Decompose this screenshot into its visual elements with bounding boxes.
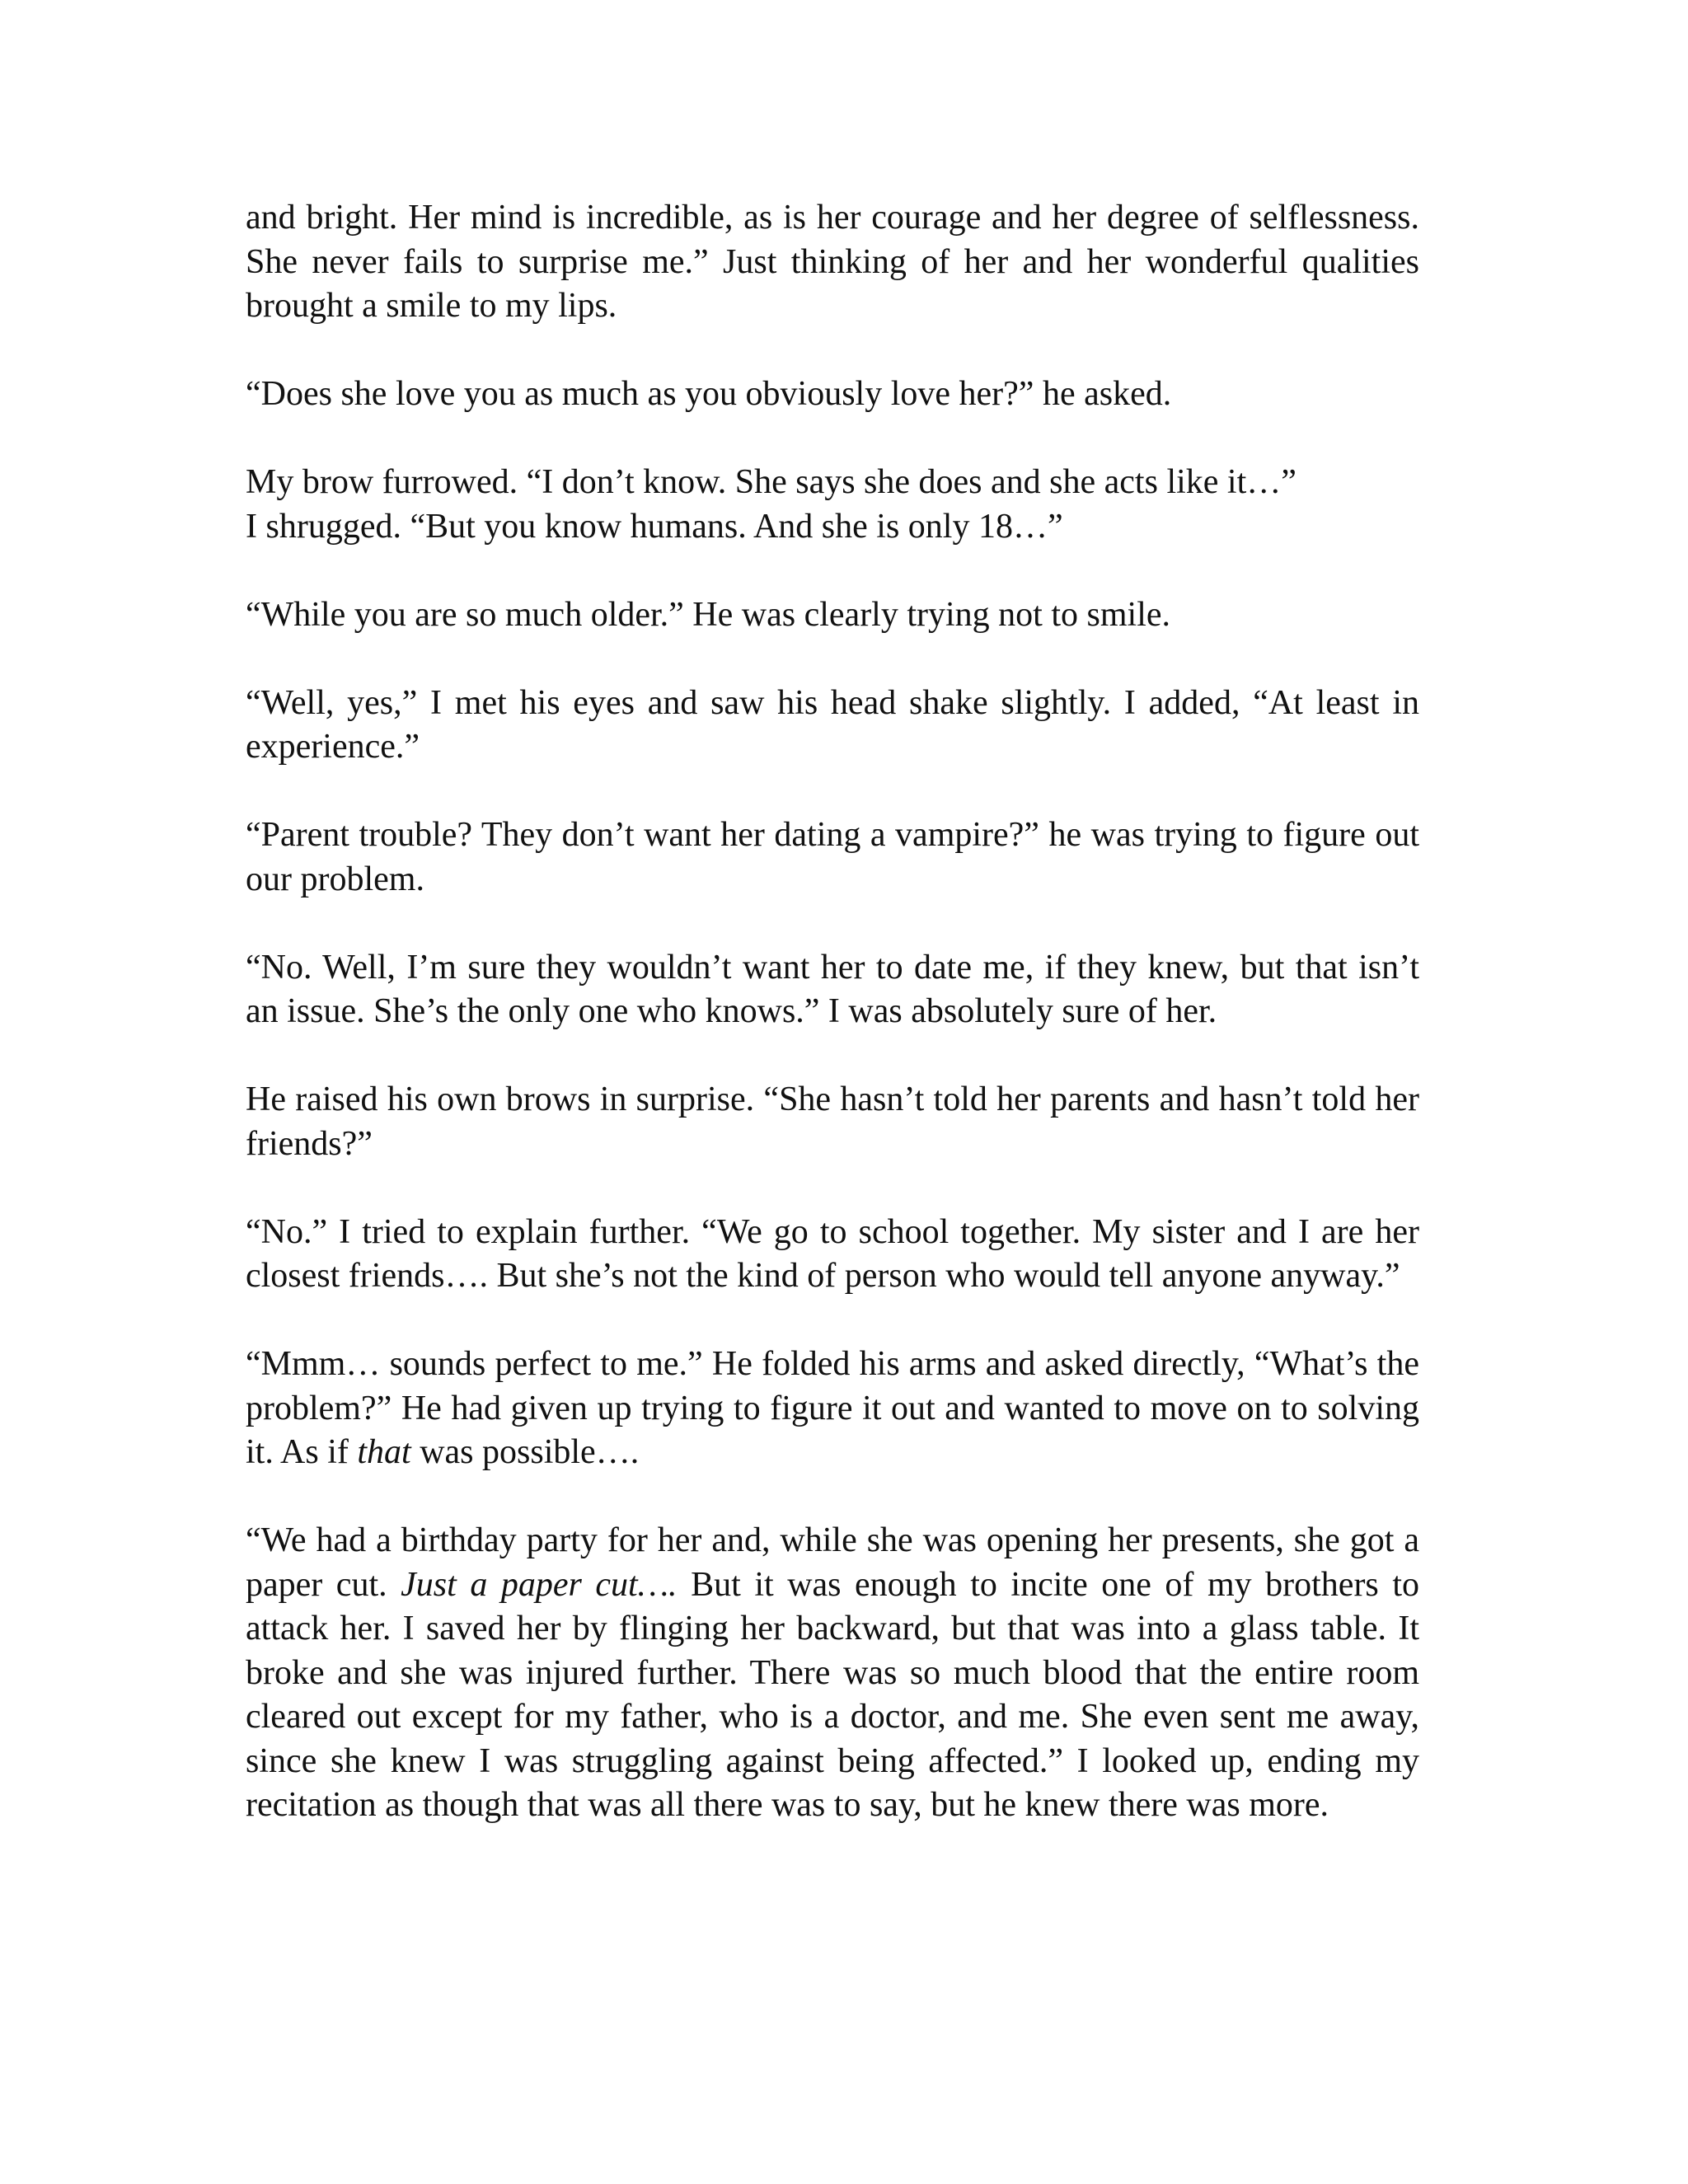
paragraph-6	[246, 813, 1419, 902]
paragraph-10	[246, 1343, 1419, 1475]
paragraph-text: and bright. Her mind is incredible, as is her courage and her degree of selflessness. She never fails to surprise me.” Just thinking of her and her wonderful qualities brought a smile to my lips.	[246, 199, 1419, 325]
italic-emphasis: that	[357, 1433, 411, 1471]
paragraph-3	[246, 461, 1419, 549]
paragraph-text: was possible….	[410, 1433, 640, 1471]
paragraph-text: He raised his own brows in surprise. “She hasn’t told her parents and hasn’t told her friends?”	[246, 1080, 1419, 1163]
paragraph-text: “Does she love you as much as you obviously love her?” he asked.	[246, 375, 1172, 413]
paragraph-8	[246, 1078, 1419, 1166]
paragraph-1	[246, 196, 1419, 329]
paragraph-5	[246, 682, 1419, 770]
italic-emphasis: Just a paper cut….	[401, 1565, 678, 1604]
paragraph-text: “While you are so much older.” He was clearly trying not to smile.	[246, 595, 1171, 634]
paragraph-text: “No.” I tried to explain further. “We go to school together. My sister and I are her closest friends…. But she’s not the kind of person who would tell anyone anyway.”	[246, 1212, 1419, 1295]
paragraph-text: “We had a birthday party for her and, while she was opening her presents, she got a paper cut.	[246, 1521, 1419, 1604]
paragraph-7	[246, 946, 1419, 1034]
paragraph-text: “Well, yes,” I met his eyes and saw his head shake slightly. I added, “At least in experience.”	[246, 683, 1419, 766]
paragraph-text: “No. Well, I’m sure they wouldn’t want her to date me, if they knew, but that isn’t an issue. She’s the only one who knows.” I was absolutely sure of her.	[246, 948, 1419, 1030]
paragraph-4	[246, 593, 1419, 638]
body-text	[246, 196, 1419, 1828]
paragraph-2	[246, 373, 1419, 417]
paragraph-9	[246, 1211, 1419, 1299]
paragraph-line: My brow furrowed. “I don’t know. She says she does and she acts like it…”	[246, 463, 1296, 501]
paragraph-line: I shrugged. “But you know humans. And she is only 18…”	[246, 507, 1063, 546]
paragraph-text: “Parent trouble? They don’t want her dating a vampire?” he was trying to figure out our problem.	[246, 816, 1419, 898]
paragraph-11	[246, 1519, 1419, 1828]
paragraph-text: But it was enough to incite one of my brothers to attack her. I saved her by flinging her backward, but that was into a glass table. It broke and she was injured further. There was so much blood that the entire room cleared out except for my father, who is a doctor, and me. She even sent me away, since she knew I was struggling against being affected.” I looked up, ending my recitation as though that was all there was to say, but he knew there was more.	[246, 1565, 1419, 1824]
paragraph-text: “Mmm… sounds perfect to me.” He folded his arms and asked directly, “What’s the problem?” He had given up trying to figure it out and wanted to move on to solving it. As if	[246, 1345, 1419, 1471]
